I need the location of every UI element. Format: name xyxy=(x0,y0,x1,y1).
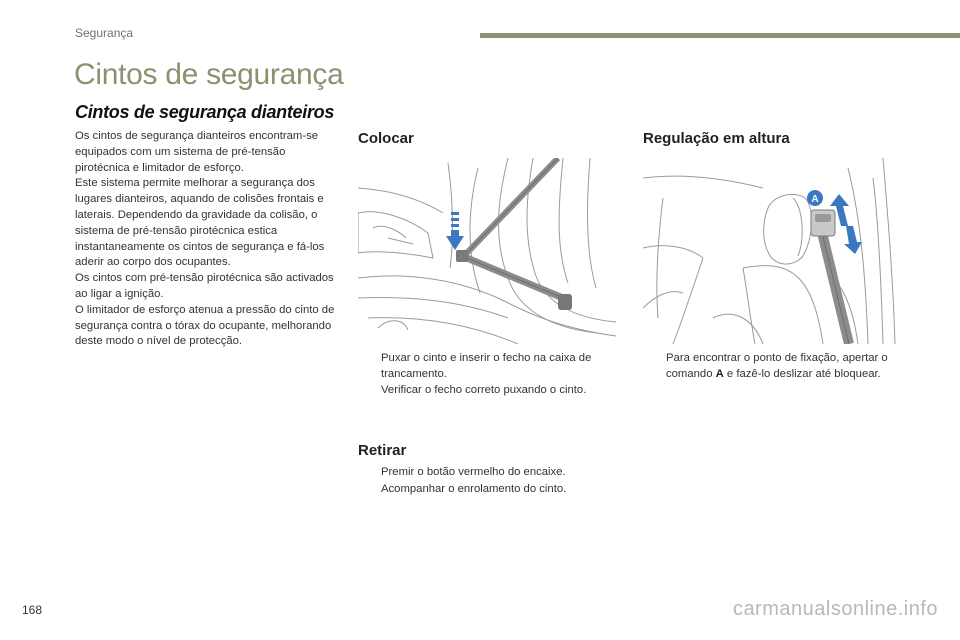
header-rule xyxy=(480,33,960,38)
page-subtitle: Cintos de segurança dianteiros xyxy=(75,102,335,122)
list-item xyxy=(358,383,620,399)
regulacao-steps xyxy=(643,351,905,383)
section-tag: Segurança xyxy=(75,26,134,40)
watermark: carmanualsonline.info xyxy=(732,598,938,620)
step-text: Premir o botão vermelho do encaixe. xyxy=(381,466,566,478)
height-adjust-illustration xyxy=(643,158,903,344)
list-item xyxy=(358,351,620,382)
colocar-steps xyxy=(358,351,620,400)
step-text: Acompanhar o enrolamento do cinto. xyxy=(381,482,567,495)
colocar-heading: Colocar xyxy=(358,130,414,147)
list-item xyxy=(358,482,620,498)
step-text: Puxar o cinto e inserir o fecho na caixa de trancamento. xyxy=(381,352,592,380)
intro-paragraph: Os cintos de segurança dianteiros encontram-se equipados com um sistema de pré-tensão pirotécnica e limitador de esforço. xyxy=(75,130,319,174)
buckling-seatbelt-illustration xyxy=(358,158,616,344)
label-a: A xyxy=(811,194,819,205)
step-text: Para encontrar o ponto de fixação, apertar o comando A e fazê-lo deslizar até bloquear. xyxy=(666,352,888,380)
list-item xyxy=(643,351,905,382)
page-number: 168 xyxy=(22,603,43,617)
intro-paragraph: O limitador de esforço atenua a pressão do cinto de segurança contra o tórax do ocupante, melhorando deste modo o nível de protecção. xyxy=(75,303,335,348)
retirar-heading: Retirar xyxy=(358,442,407,459)
regulacao-heading: Regulação em altura xyxy=(643,130,790,147)
retirar-steps xyxy=(358,465,620,498)
intro-paragraph: Os cintos com pré-tensão pirotécnica são activados ao ligar a ignição. xyxy=(75,272,334,300)
key-label: A xyxy=(715,367,724,380)
step-text: Verificar o fecho correto puxando o cinto. xyxy=(381,384,587,397)
list-item xyxy=(358,465,620,481)
intro-text xyxy=(75,129,337,350)
page-title: Cintos de segurança xyxy=(74,58,344,91)
intro-paragraph: Este sistema permite melhorar a segurança dos lugares dianteiros, aquando de colisões frontais e laterais. Dependendo da gravidade da colisão, o sistema de pré-tensão pirotécnica estica instantaneamente os cintos de segurança e fá-los aderir ao corpo dos ocupantes. xyxy=(75,177,325,269)
